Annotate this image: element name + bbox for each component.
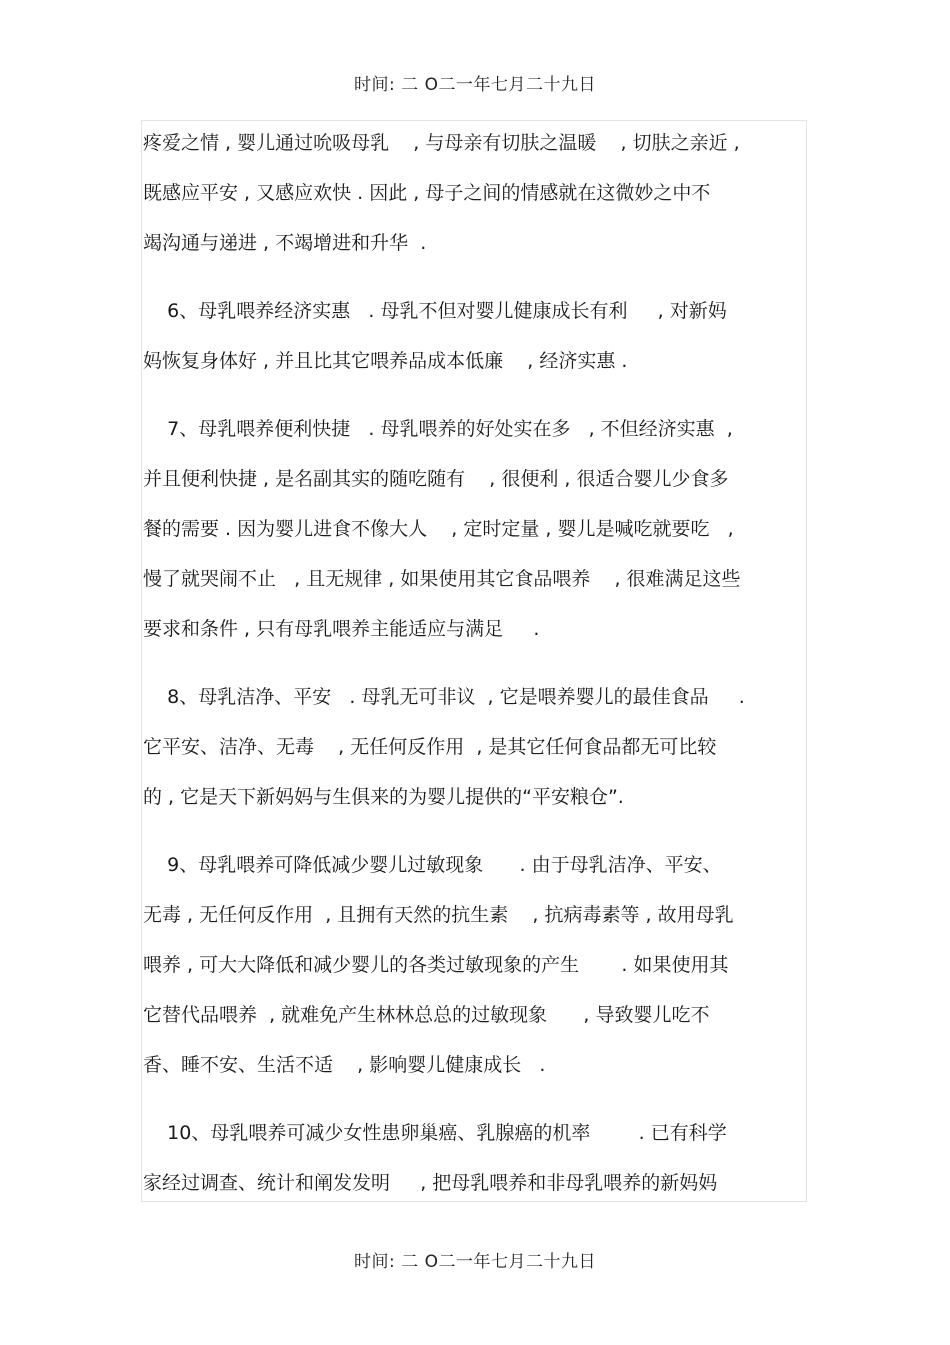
- page-header-date: 时间: 二 O二一年七月二十九日: [354, 75, 596, 95]
- text-line: 要求和条件 , 只有母乳喂养主能适应与满足 .: [143, 618, 540, 640]
- text-line: 它替代品喂养 , 就难免产生林林总总的过敏现象 , 导致婴儿吃不: [143, 1004, 710, 1026]
- text-line: 无毒 , 无任何反作用 , 且拥有天然的抗生素 , 抗病毒素等 , 故用母乳: [143, 904, 734, 926]
- text-line: 并且便利快捷 , 是名副其实的随吃随有 , 很便利 , 很适合婴儿少食多: [143, 468, 729, 490]
- paragraph-gap: [143, 386, 807, 404]
- paragraph-gap: [143, 654, 807, 672]
- paragraph: [143, 118, 807, 268]
- text-line: 疼爱之情 , 婴儿通过吮吸母乳 , 与母亲有切肤之温暖 , 切肤之亲近 ,: [143, 132, 740, 154]
- paragraph-gap: [143, 268, 807, 286]
- text-line: 家经过调查、统计和阐发发明 , 把母乳喂养和非母乳喂养的新妈妈: [143, 1172, 718, 1194]
- paragraph: [143, 840, 807, 1090]
- text-line: 妈恢复身体好 , 并且比其它喂养品成本低廉 , 经济实惠 .: [143, 350, 628, 372]
- text-line: 慢了就哭闹不止 , 且无规律 , 如果使用其它食品喂养 , 很难满足这些: [143, 568, 741, 590]
- paragraph: [143, 672, 807, 822]
- text-line: 9、母乳喂养可降低减少婴儿过敏现象 . 由于母乳洁净、平安、: [143, 854, 722, 876]
- document-body: [143, 118, 807, 1208]
- text-line: 8、母乳洁净、平安 . 母乳无可非议 , 它是喂养婴儿的最佳食品 .: [143, 686, 745, 708]
- text-line: 7、母乳喂养便利快捷 . 母乳喂养的好处实在多 , 不但经济实惠 ,: [143, 418, 733, 440]
- text-line: 6、母乳喂养经济实惠 . 母乳不但对婴儿健康成长有利 , 对新妈: [143, 300, 727, 322]
- paragraph: [143, 1108, 807, 1208]
- text-line: 它平安、洁净、无毒 , 无任何反作用 , 是其它任何食品都无可比较: [143, 736, 717, 758]
- paragraph: [143, 286, 807, 386]
- text-line: 的 , 它是天下新妈妈与生俱来的为婴儿提供的“平安粮仓”.: [143, 786, 624, 808]
- paragraph: [143, 404, 807, 654]
- text-line: 10、母乳喂养可减少女性患卵巢癌、乳腺癌的机率 . 已有科学: [143, 1122, 727, 1144]
- text-line: 既感应平安 , 又感应欢快 . 因此 , 母子之间的情感就在这微妙之中不: [143, 182, 711, 204]
- paragraph-gap: [143, 822, 807, 840]
- text-line: 竭沟通与递进 , 不竭增进和升华 .: [143, 232, 427, 254]
- paragraph-gap: [143, 1090, 807, 1108]
- text-line: 香、睡不安、生活不适 , 影响婴儿健康成长 .: [143, 1054, 546, 1076]
- text-line: 喂养 , 可大大降低和减少婴儿的各类过敏现象的产生 . 如果使用其: [143, 954, 729, 976]
- text-line: 餐的需要 . 因为婴儿进食不像大人 , 定时定量 , 婴儿是喊吃就要吃 ,: [143, 518, 734, 540]
- page-footer-date: 时间: 二 O二一年七月二十九日: [354, 1252, 596, 1272]
